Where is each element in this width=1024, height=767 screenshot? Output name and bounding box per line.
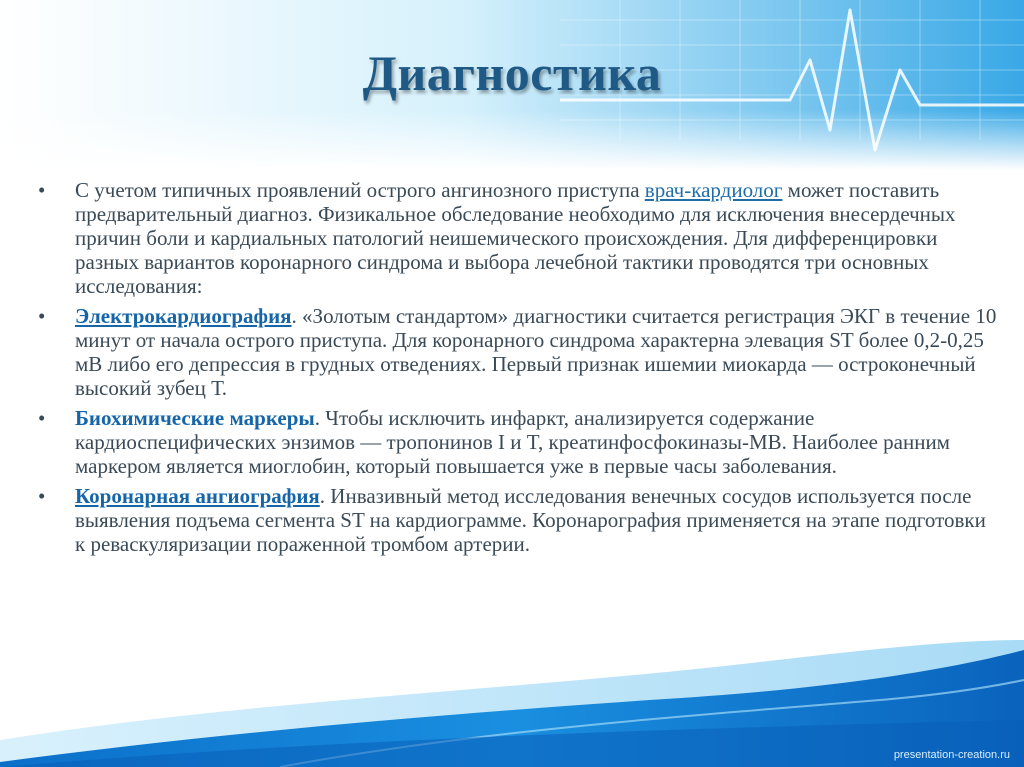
angiography-link[interactable]: Коронарная ангиография <box>75 484 320 508</box>
bullet-icon: • <box>38 304 46 328</box>
item-text: . Инвазивный метод исследования венечных сосудов используется после выявления подъема сегмента ST на кардиограмме. Коронарография применяется на этапе подготовки к реваскуляризации пораженной тромбом артерии. <box>75 484 986 556</box>
bullet-icon: • <box>38 178 46 202</box>
slide-title: Диагностика <box>362 45 662 101</box>
list-item <box>38 178 998 298</box>
item-text: . «Золотым стандартом» диагностики считается регистрация ЭКГ в течение 10 минут от начала острого приступа. Для коронарного синдрома характерна элевация ST более 0,2-0,25 мВ либо его депрессия в грудных отведениях. Первый признак ишемии миокарда — остроконечный высокий зубец Т. <box>75 304 997 400</box>
list-item <box>38 304 998 400</box>
item-text: может поставить предварительный диагноз. Физикальное обследование необходимо для исключения внесердечных причин боли и кардиальных патологий неишемического происхождения. Для дифференцировки разных вариантов коронарного синдрома и выбора лечебной тактики проводятся три основных исследования: <box>75 178 956 298</box>
list-item <box>38 406 998 478</box>
bullet-list <box>38 178 998 562</box>
bullet-icon: • <box>38 484 46 508</box>
list-item <box>38 484 998 556</box>
footer-watermark: presentation-creation.ru <box>893 749 1010 761</box>
item-text: . Чтобы исключить инфаркт, анализируется содержание кардиоспецифических энзимов — тропонинов I и T, креатинфосфокиназы-MB. Наиболее ранним маркером является миоглобин, который повышается уже в первые часы заболевания. <box>75 406 950 478</box>
cardiologist-link[interactable]: врач-кардиолог <box>644 178 783 202</box>
ecg-link[interactable]: Электрокардиография <box>75 304 292 328</box>
item-text: С учетом типичных проявлений острого ангинозного приступа <box>75 178 645 202</box>
item-heading: Биохимические маркеры <box>75 406 315 430</box>
bullet-icon: • <box>38 406 46 430</box>
